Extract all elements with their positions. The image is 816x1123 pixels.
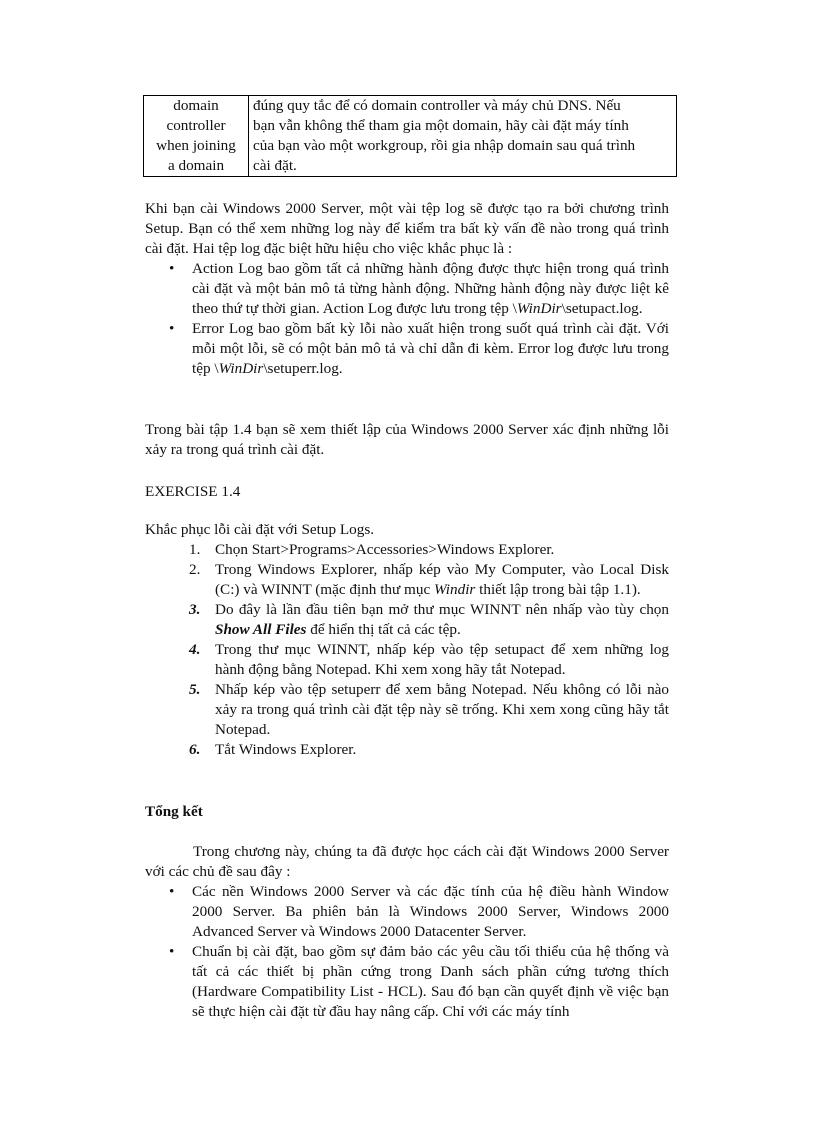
exercise-steps [145,540,669,760]
problem-line: controller [166,117,226,134]
solution-line: cài đặt. [253,157,297,174]
bullet-icon: • [169,260,175,277]
list-item-text: \setuperr.log. [263,360,343,377]
log-file-list [145,259,669,379]
step-text: để hiển thị tất cả các tệp. [306,621,461,638]
problem-line: domain [173,97,219,114]
solution-cell [249,96,677,177]
solution-line: của bạn vào một workgroup, rồi gia nhập domain sau quá trình [253,137,636,154]
summary-intro: Trong chương này, chúng ta đã được học cách cài đặt Windows 2000 Server với các chủ đề sau đây : [145,843,669,880]
list-item [145,319,669,379]
exercise-intro [145,420,669,460]
step-text: Chọn Start>Programs>Accessories>Windows Explorer. [215,541,555,558]
bullet-icon: • [169,320,175,337]
windir-italic: WinDir [218,360,264,377]
step-number: 5. [189,681,201,698]
step-item [145,680,669,740]
step-item [145,600,669,640]
list-item-text: Action Log bao gồm tất cả những hành động được thực hiện trong quá trình cài đặt và một bản mô tả từng hành động. Những hành động này được liệt kê theo thứ tự thời gian. Action Log được lưu trong tệp \ [192,260,669,317]
exercise-intro-paragraph: Trong bài tập 1.4 bạn sẽ xem thiết lập của Windows 2000 Server xác định những lỗi xảy ra trong quá trình cài đặt. [145,421,669,458]
summary-heading: Tổng kết [145,803,203,820]
summary-list [145,882,669,1022]
intro-paragraph: Khi bạn cài Windows 2000 Server, một vài tệp log sẽ được tạo ra bởi chương trình Setup. Bạn có thể xem những log này để kiểm tra bất kỳ vấn đề nào trong quá trình cài đặt. Hai tệp log đặc biệt hữu hiệu cho việc khắc phục là : [145,200,669,257]
step-number: 3. [189,601,201,618]
step-text: Tắt Windows Explorer. [215,741,357,758]
list-item-text: Chuẩn bị cài đặt, bao gồm sự đảm bảo các yêu cầu tối thiểu của hệ thống và tất cả các thiết bị phần cứng trong Danh sách phần cứng tương thích (Hardware Compatibility List - HCL). Sau đó bạn cần quyết định về việc bạn sẽ thực hiện cài đặt từ đầu hay nâng cấp. Chỉ với các máy tính [192,943,669,1020]
solution-line: bạn vẫn không thể tham gia một domain, hãy cài đặt máy tính [253,117,629,134]
summary-section [145,802,669,1022]
bullet-icon: • [169,883,175,900]
step-item [145,640,669,680]
list-item-text: \setupact.log. [561,300,643,317]
list-item [145,259,669,319]
list-item-text: Error Log bao gồm bất kỳ lỗi nào xuất hiện trong suốt quá trình cài đặt. Với mỗi một lỗi, sẽ có một bản mô tả và chỉ dẫn đi kèm. Error log được lưu trong tệp \ [192,320,669,377]
bullet-icon: • [169,943,175,960]
exercise-title: EXERCISE 1.4 [145,483,241,500]
step-text: Do đây là lần đầu tiên bạn mở thư mục WINNT nên nhấp vào tùy chọn [215,601,669,618]
step-item [145,740,669,760]
problem-line: a domain [167,157,225,174]
step-number: 4. [189,641,201,658]
problem-cell [144,96,249,177]
list-item [145,942,669,1022]
list-item [145,882,669,942]
exercise-section [145,520,669,760]
show-all-files-emphasis: Show All Files [215,621,307,638]
step-text: Nhấp kép vào tệp setuperr để xem bằng Notepad. Nếu không có lỗi nào xảy ra trong quá trình cài đặt tệp này sẽ trống. Khi xem xong cũng hãy tắt Notepad. [215,681,669,738]
step-number: 6. [189,741,201,758]
exercise-subtitle: Khắc phục lỗi cài đặt với Setup Logs. [145,521,375,538]
troubleshooting-table [143,95,677,177]
problem-line: when joining [156,137,236,154]
step-text: thiết lập trong bài tập 1.1). [475,581,641,598]
step-number: 2. [189,561,201,578]
step-item [145,560,669,600]
step-item [145,540,669,560]
step-text: Trong thư mục WINNT, nhấp kép vào tệp setupact để xem những log hành động bằng Notepad. Khi xem xong hãy tắt Notepad. [215,641,669,678]
table-row [144,96,677,177]
step-text: Trong Windows Explorer, nhấp kép vào My Computer, vào Local Disk (C:) và WINNT (mặc định thư mục [215,561,669,598]
step-number: 1. [189,541,201,558]
solution-line: đúng quy tắc để có domain controller và máy chủ DNS. Nếu [253,97,621,114]
list-item-text: Các nền Windows 2000 Server và các đặc tính của hệ điều hành Window 2000 Server. Ba phiên bản là Windows 2000 Server, Windows 2000 Advanced Server và Windows 2000 Datacenter Server. [192,883,669,940]
windir-italic: WinDir [516,300,562,317]
windir-italic: Windir [433,581,476,598]
intro-section [145,199,669,379]
